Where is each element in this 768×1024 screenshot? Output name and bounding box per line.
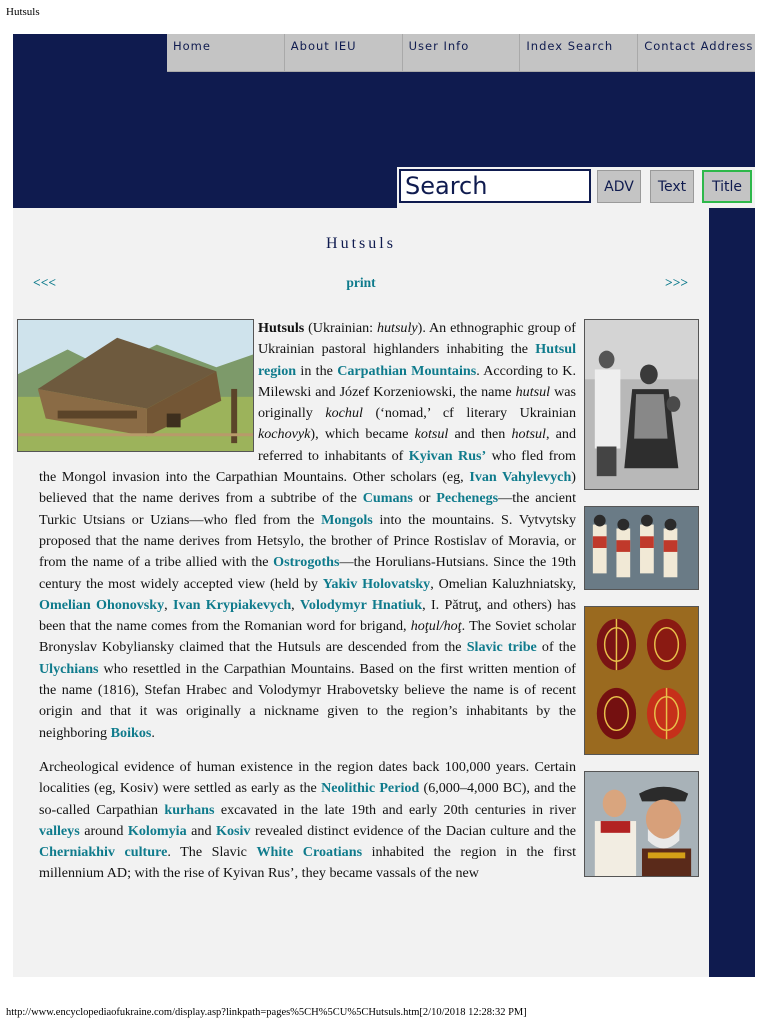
- article-text: was originally: [258, 383, 576, 422]
- right-sidebar: [709, 208, 755, 977]
- article-text: . According to K. Milewski and Józef Korzeniowski, the name: [258, 362, 576, 400]
- search-bar: [397, 167, 755, 208]
- article-body: [39, 318, 576, 898]
- hutsul-dancers-image[interactable]: [584, 506, 699, 590]
- article-text: (Ukrainian:: [304, 320, 377, 336]
- article-content: [13, 208, 709, 977]
- article-link[interactable]: Kosiv: [216, 822, 251, 839]
- article-link[interactable]: Yakiv Holovatsky: [322, 575, 431, 592]
- title-search-button[interactable]: Title: [702, 170, 752, 203]
- article-text: ), which became: [310, 426, 415, 443]
- article-text: into the mountains. S. Vytvytsky proposed that the name derives from Hetsylo, the brother of Prince Rostislav of Moravia, or from the name of a tribe allied with the: [39, 511, 576, 571]
- article-link[interactable]: Ivan Vahylevych: [469, 469, 572, 486]
- article-link[interactable]: Cherniakhiv culture: [39, 844, 168, 861]
- search-input[interactable]: [399, 169, 591, 203]
- article-paragraph-2: [39, 757, 576, 885]
- article-link[interactable]: Cumans: [362, 490, 413, 507]
- article-link[interactable]: Ulychians: [39, 660, 99, 677]
- print-footer-url: http://www.encyclopediaofukraine.com/display.asp?linkpath=pages%5CH%5CU%5CHutsuls.htm[2/10/2018 12:28:32 PM]: [6, 1007, 527, 1018]
- print-link: [13, 275, 709, 291]
- article-link[interactable]: Volodymyr Hnatiuk: [300, 596, 423, 613]
- article-text: and: [186, 822, 217, 839]
- article-text: , and referred to inhabitants of: [258, 426, 577, 464]
- article-text: .: [151, 724, 155, 741]
- top-navigation: [167, 34, 755, 72]
- hutsul-men-portrait-image[interactable]: [584, 771, 699, 877]
- article-paragraph-1: [39, 318, 576, 744]
- article-text: (6,000–4,000 BC), and the so-called Carpathian: [39, 780, 576, 818]
- text-search-button[interactable]: Text: [650, 170, 694, 203]
- article-text: of the: [536, 639, 576, 656]
- article-link[interactable]: Ostrogoths: [273, 554, 340, 571]
- nav-about[interactable]: About IEU: [285, 34, 403, 72]
- nav-home[interactable]: Home: [167, 34, 285, 72]
- article-title: Hutsuls: [326, 235, 396, 252]
- italic-term: hutsul: [515, 383, 551, 400]
- article-link[interactable]: Kyivan Rus’: [408, 447, 487, 464]
- italic-term: kotsul: [414, 426, 449, 443]
- article-text: . The Slavic: [167, 844, 257, 861]
- nav-contact-address[interactable]: Contact Address: [638, 34, 755, 72]
- article-text: in the: [296, 362, 338, 379]
- italic-term: hoţul/hoţ: [410, 618, 462, 635]
- article-text: revealed distinct evidence of the Dacian culture and the: [250, 822, 576, 839]
- article-headword: Hutsuls: [258, 320, 305, 336]
- print-header: Hutsuls: [6, 6, 40, 18]
- article-text: around: [79, 822, 128, 839]
- article-text: . The Soviet scholar Bronyslav Kobyliansky claimed that the Hutsuls are descended from the: [39, 618, 577, 656]
- article-link[interactable]: Carpathian Mountains: [337, 362, 477, 379]
- article-text: who fled from the Mongol invasion into the Carpathian Mountains. Other scholars (eg,: [39, 447, 577, 486]
- article-link[interactable]: kurhans: [164, 801, 215, 818]
- article-text: and then: [448, 426, 512, 443]
- article-link[interactable]: Hutsul region: [258, 341, 576, 379]
- article-link[interactable]: Omelian Ohonovsky: [39, 596, 165, 613]
- article-link[interactable]: Neolithic Period: [321, 780, 420, 797]
- nav-index-search[interactable]: Index Search: [520, 34, 638, 72]
- article-text: (‘nomad,’ cf literary Ukrainian: [362, 405, 576, 422]
- article-text: —the Horulians-Hutsians. Since the 19th century the most widely accepted view (held by: [39, 554, 576, 592]
- article-link[interactable]: White Croatians: [256, 844, 363, 861]
- next-article-link[interactable]: >>>: [665, 275, 689, 290]
- article-text: , I. Pătruţ, and others) has been that the name comes from the Romanian word for brigand,: [39, 596, 576, 635]
- nav-user-info[interactable]: User Info: [403, 34, 521, 72]
- italic-term: kochovyk: [258, 426, 311, 443]
- image-float-spacer: [39, 318, 258, 458]
- article-text: , Omelian Kaluzhniatsky,: [430, 575, 577, 592]
- article-text: —the ancient Turkic Utsians or Uzians—who fled from the: [39, 490, 576, 528]
- article-link[interactable]: Mongols: [321, 511, 373, 528]
- pysanky-eggs-image[interactable]: [584, 606, 699, 755]
- previous-article-link[interactable]: <<<: [33, 275, 57, 290]
- article-link[interactable]: Slavic tribe: [466, 639, 537, 656]
- article-text: ). An ethnographic group of Ukrainian pastoral highlanders inhabiting the: [258, 320, 577, 358]
- article-text: who resettled in the Carpathian Mountains. Based on the first written mention of the name (1816), Stefan Hrabec and Volodymyr Hrabovetsky believe the name is of recent origin and that it was originally a nickname given to the region’s inhabitants by the neighboring: [39, 660, 576, 741]
- article-text: Archeological evidence of human existence in the region dates back 100,000 years. Certain localities (eg, Kosiv) were settled as early as the: [39, 758, 576, 797]
- article-text: excavated in the late 19th and early 20th centuries in river: [214, 801, 576, 818]
- italic-term: hotsul: [511, 426, 546, 443]
- article-text: ,: [164, 596, 174, 613]
- italic-term: kochul: [325, 405, 363, 422]
- article-link[interactable]: valleys: [39, 822, 80, 839]
- hutsuls-photo-image[interactable]: [584, 319, 699, 490]
- article-link[interactable]: Kolomyia: [127, 822, 187, 839]
- article-link[interactable]: Pechenegs: [436, 490, 499, 507]
- article-text: inhabited the region in the first millennium AD; with the rise of Kyivan Rus’, they became vassals of the new: [39, 844, 576, 882]
- article-link[interactable]: Boikos: [110, 724, 152, 741]
- article-link[interactable]: Ivan Krypiakevych: [173, 596, 292, 613]
- article-text: or: [412, 490, 437, 507]
- adv-search-button[interactable]: ADV: [597, 170, 641, 203]
- article-text: ,: [291, 596, 301, 613]
- print-link-label[interactable]: print: [346, 275, 376, 290]
- italic-term: hutsuly: [376, 320, 418, 336]
- article-text: ) believed that the name derives from a subtribe of the: [39, 469, 576, 507]
